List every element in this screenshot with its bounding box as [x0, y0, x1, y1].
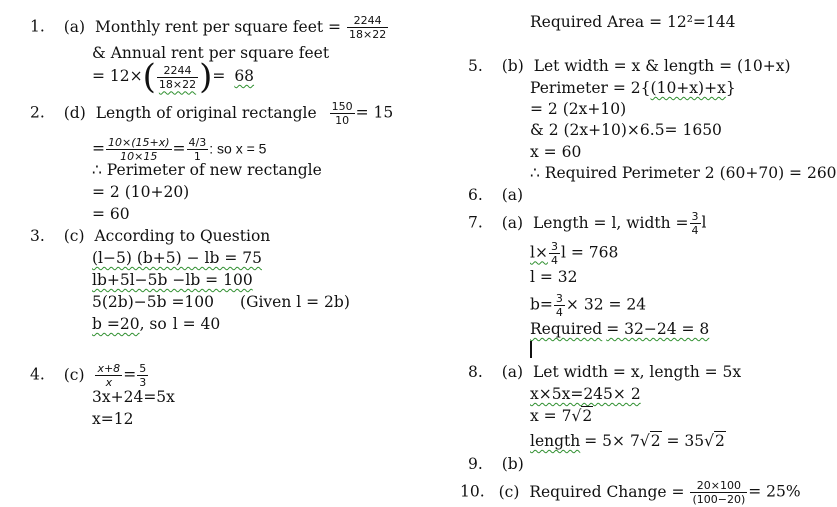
q5-line-2: Perimeter = 2{(10+x)+x} — [530, 79, 736, 97]
q3-line-3: lb+5l−5b −lb = 100 — [92, 271, 253, 289]
sqrt-symbol: √2 — [571, 407, 593, 425]
q2-line-5: = 60 — [92, 205, 130, 223]
sqrt-symbol: √2 — [704, 432, 725, 450]
q7-fraction: $\frac{3}{4}$ — [691, 210, 699, 237]
q8-line-1: 8. (a) Let width = x, length = 5x — [468, 363, 742, 381]
q7-fraction-3: $\frac{3}{4}$ — [555, 292, 563, 319]
q7-line-4: b= $\frac{3}{4}$ × 32 = 24 — [530, 292, 647, 319]
q7-line-1: 7. (a) Length = l, width = $\frac{3}{4}$ l — [468, 210, 707, 237]
answer-option: (c) — [498, 482, 520, 501]
question-number: 10. — [460, 482, 485, 501]
q7-line-2: l× $\frac{3}{4}$ l = 768 — [530, 240, 619, 267]
q8-line-4: length = 5× 7√2 = 35√2 — [530, 432, 725, 450]
question-number: 3. — [30, 227, 45, 245]
q1-line-3: = 12×( $\frac{2244}{18\times 22}$ )= 68 — [92, 57, 255, 97]
sqrt-symbol: √2 — [639, 432, 661, 450]
q7-fraction-2: $\frac{3}{4}$ — [550, 240, 558, 267]
answer-option: (a) — [501, 363, 524, 381]
question-number: 8. — [468, 363, 483, 381]
q1-text: Monthly rent per square feet = — [95, 17, 342, 36]
q5-line-1: 5. (b) Let width = x & length = (10+x) — [468, 57, 791, 75]
answer-option: (d) — [63, 103, 86, 122]
q5-line-5: x = 60 — [530, 143, 582, 161]
question-number: 4. — [30, 365, 45, 384]
question-number: 5. — [468, 57, 483, 75]
q5-line-4: & 2 (2x+10)×6.5= 1650 — [530, 121, 722, 139]
question-number: 9. — [468, 455, 483, 473]
answer-option: (b) — [501, 455, 524, 473]
q1-fraction: $\frac{2244}{18\times 22}$ — [348, 14, 387, 41]
q8-line-3: x = 7√2 — [530, 407, 593, 425]
q8-line-2: x×5x=245× 2 — [530, 385, 641, 403]
question-number: 6. — [468, 186, 483, 204]
q3-line-4: 5(2b)−5b =100 (Given l = 2b) — [92, 293, 350, 311]
q2-line-4: = 2 (10+20) — [92, 183, 190, 201]
q3-line-1: 3. (c) According to Question — [30, 227, 271, 245]
q2-line-2: = $\frac{10\times(15+x)}{10\times 15}$ = $\frac{4/3}{1}$ : so x = 5 — [92, 136, 267, 163]
q2-fraction-3: $\frac{4/3}{1}$ — [188, 136, 207, 163]
q10-fraction: $\frac{20\times 100}{(100-20)}$ — [692, 479, 746, 506]
q2-line-3: ∴ Perimeter of new rectangle — [92, 161, 322, 179]
text-cursor — [530, 341, 532, 358]
q7-line-3: l = 32 — [530, 268, 578, 286]
q2-fraction: $\frac{150}{10}$ — [331, 100, 353, 127]
q1-line-2: & Annual rent per square feet — [92, 44, 330, 62]
q7-line-5: Required = 32−24 = 8 — [530, 320, 710, 338]
answer-option: (b) — [501, 57, 524, 75]
answer-option: (a) — [501, 213, 524, 232]
q2-fraction-2: $\frac{10\times(15+x)}{10\times 15}$ — [108, 136, 170, 163]
q5-line-3: = 2 (2x+10) — [530, 100, 627, 118]
answer-option: (a) — [501, 186, 524, 204]
q4-fraction: $\frac{x+8}{x}$ — [97, 362, 121, 389]
q1-line-1 — [30, 14, 389, 41]
answer-option: (c) — [63, 365, 85, 384]
q4-fraction-2: $\frac{5}{3}$ — [139, 362, 147, 389]
q6-line-1 — [468, 186, 523, 204]
q1-fraction-2: $\frac{2244}{18\times 22}$ — [158, 63, 197, 91]
question-number: 1. — [30, 17, 45, 36]
q4-line-1: 4. (c) $\frac{x+8}{x}$ = $\frac{5}{3}$ — [30, 362, 147, 389]
q4-required-area: Required Area = 12²=144 — [530, 13, 736, 31]
q9-line-1 — [468, 455, 524, 473]
question-number: 2. — [30, 103, 45, 122]
answer-option: (a) — [63, 17, 86, 36]
q5-line-6: ∴ Required Perimeter 2 (60+70) = 260 — [530, 164, 837, 182]
answer-option: (c) — [63, 227, 85, 245]
q2-line-1: 2. (d) Length of original rectangle $\frac{150}{10}$ = 15 — [30, 100, 394, 127]
q10-line-1: 10. (c) Required Change = $\frac{20\times 100}{(100-20)}$ = 25% — [460, 479, 801, 506]
q4-line-3: x=12 — [92, 410, 134, 428]
q4-line-2: 3x+24=5x — [92, 388, 175, 406]
question-number: 7. — [468, 213, 483, 232]
q3-line-2: (l−5) (b+5) − lb = 75 — [92, 249, 262, 267]
q3-line-5: b =20, so l = 40 — [92, 315, 221, 333]
